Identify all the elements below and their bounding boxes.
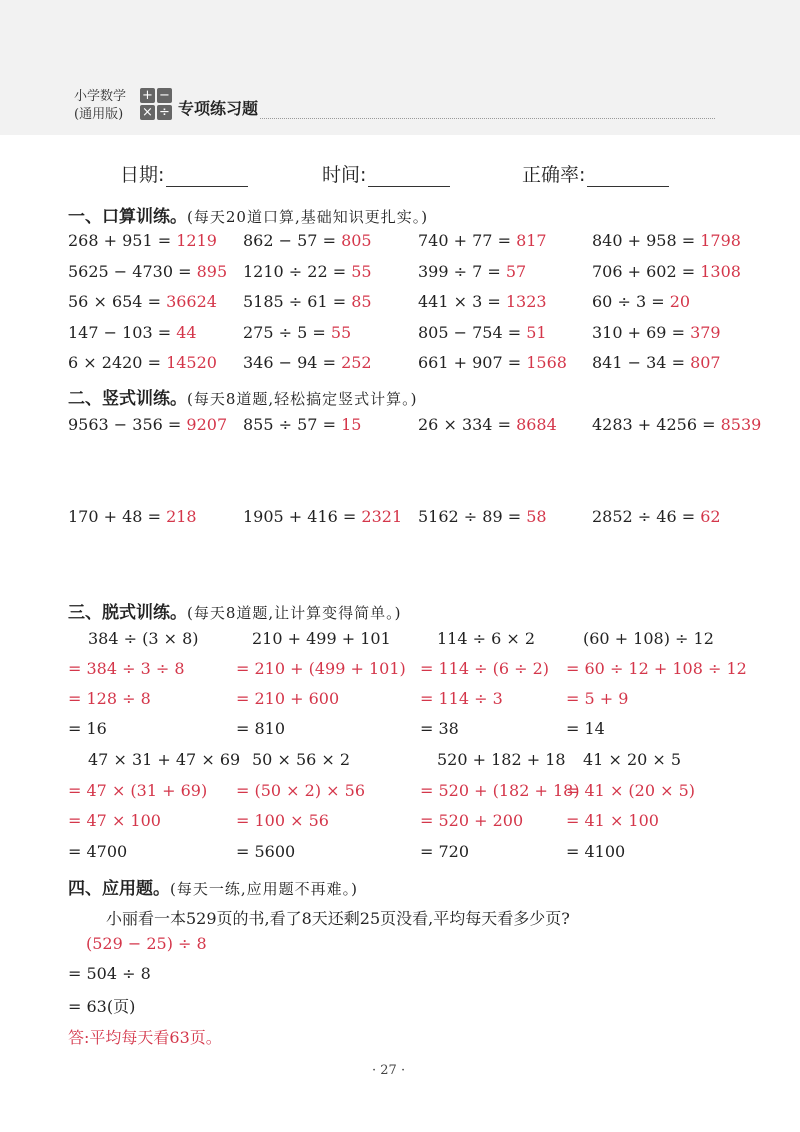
stepwise-step: = 114 ÷ 3 [420, 689, 503, 708]
times-icon: × [140, 105, 155, 120]
stepwise-question: 210 + 499 + 101 [252, 629, 391, 648]
stepwise-step: = 520 + 200 [420, 811, 524, 830]
math-operators-icon [140, 88, 174, 122]
vertical-eq: 170 + 48 = 218 [68, 507, 197, 526]
stepwise-question: 50 × 56 × 2 [252, 750, 351, 769]
oral-eq: 275 ÷ 5 = 55 [243, 323, 352, 342]
section3-subtitle: (每天8道题,让计算变得简单。) [187, 604, 402, 622]
oral-eq: 399 ÷ 7 = 57 [418, 262, 527, 281]
topic-title: 专项练习题 [178, 99, 259, 118]
stepwise-step: = 5 + 9 [566, 689, 629, 708]
section1-title: 一、口算训练。 [68, 207, 187, 227]
plus-icon: + [140, 88, 155, 103]
stepwise-step: = (50 × 2) × 56 [236, 781, 366, 800]
stepwise-step: = 114 ÷ (6 ÷ 2) [420, 659, 550, 678]
vertical-eq: 855 ÷ 57 = 15 [243, 415, 362, 434]
oral-eq: 841 − 34 = 807 [592, 353, 721, 372]
vertical-eq: 4283 + 4256 = 8539 [592, 415, 762, 434]
accuracy-field [522, 160, 669, 187]
page-number: · 27 · [372, 1063, 406, 1078]
stepwise-step: = 41 × (20 × 5) [566, 781, 696, 800]
section3-heading [68, 598, 402, 623]
solution-step: = 504 ÷ 8 [68, 964, 151, 983]
stepwise-result: = 810 [236, 719, 286, 738]
time-field [322, 160, 450, 187]
date-label: 日期: [120, 164, 165, 186]
stepwise-step: = 128 ÷ 8 [68, 689, 151, 708]
stepwise-step: = 60 ÷ 12 + 108 ÷ 12 [566, 659, 747, 678]
stepwise-question: 520 + 182 + 18 [437, 750, 566, 769]
book-label [74, 88, 126, 124]
section2-subtitle: (每天8道题,轻松搞定竖式计算。) [187, 390, 418, 408]
stepwise-question: (60 + 108) ÷ 12 [583, 629, 714, 648]
accuracy-blank [587, 168, 669, 187]
oral-eq: 840 + 958 = 1798 [592, 231, 741, 250]
stepwise-result: = 4700 [68, 842, 128, 861]
oral-eq: 740 + 77 = 817 [418, 231, 547, 250]
vertical-eq: 1905 + 416 = 2321 [243, 507, 403, 526]
oral-eq: 706 + 602 = 1308 [592, 262, 741, 281]
vertical-eq: 9563 − 356 = 9207 [68, 415, 228, 434]
oral-eq: 147 − 103 = 44 [68, 323, 197, 342]
section2-title: 二、竖式训练。 [68, 389, 187, 409]
solution-step: (529 − 25) ÷ 8 [86, 934, 207, 953]
date-blank [166, 168, 248, 187]
oral-eq: 862 − 57 = 805 [243, 231, 372, 250]
section4-subtitle: (每天一练,应用题不再难。) [170, 880, 358, 898]
oral-eq: 661 + 907 = 1568 [418, 353, 567, 372]
oral-eq: 56 × 654 = 36624 [68, 292, 217, 311]
oral-eq: 805 − 754 = 51 [418, 323, 547, 342]
stepwise-question: 47 × 31 + 47 × 69 [88, 750, 241, 769]
stepwise-question: 384 ÷ (3 × 8) [88, 629, 199, 648]
stepwise-result: = 5600 [236, 842, 296, 861]
vertical-eq: 2852 ÷ 46 = 62 [592, 507, 721, 526]
divide-icon: ÷ [157, 105, 172, 120]
header-divider [260, 118, 715, 119]
stepwise-question: 114 ÷ 6 × 2 [437, 629, 536, 648]
oral-eq: 268 + 951 = 1219 [68, 231, 217, 250]
oral-eq: 5185 ÷ 61 = 85 [243, 292, 372, 311]
vertical-eq: 5162 ÷ 89 = 58 [418, 507, 547, 526]
stepwise-result: = 38 [420, 719, 459, 738]
accuracy-label: 正确率: [522, 164, 586, 186]
stepwise-step: = 41 × 100 [566, 811, 659, 830]
stepwise-step: = 210 + 600 [236, 689, 340, 708]
vertical-eq: 26 × 334 = 8684 [418, 415, 557, 434]
oral-eq: 5625 − 4730 = 895 [68, 262, 228, 281]
stepwise-step: = 520 + (182 + 18) [420, 781, 580, 800]
section2-heading [68, 384, 418, 409]
book-title: 小学数学 [74, 89, 127, 104]
stepwise-step: = 210 + (499 + 101) [236, 659, 406, 678]
time-blank [368, 168, 450, 187]
oral-eq: 6 × 2420 = 14520 [68, 353, 217, 372]
oral-eq: 441 × 3 = 1323 [418, 292, 547, 311]
date-field [120, 160, 248, 187]
section4-heading [68, 874, 358, 899]
section4-title: 四、应用题。 [68, 879, 170, 899]
stepwise-step: = 47 × 100 [68, 811, 161, 830]
section3-title: 三、脱式训练。 [68, 603, 187, 623]
stepwise-step: = 384 ÷ 3 ÷ 8 [68, 659, 185, 678]
stepwise-step: = 100 × 56 [236, 811, 329, 830]
oral-eq: 1210 ÷ 22 = 55 [243, 262, 372, 281]
stepwise-result: = 4100 [566, 842, 626, 861]
oral-eq: 310 + 69 = 379 [592, 323, 721, 342]
section1-subtitle: (每天20道口算,基础知识更扎实。) [187, 208, 429, 226]
stepwise-result: = 16 [68, 719, 107, 738]
book-edition: (通用版) [74, 107, 124, 122]
solution-step: = 63(页) [68, 997, 136, 1016]
section1-heading [68, 202, 428, 227]
word-problem: 小丽看一本529页的书,看了8天还剩25页没看,平均每天看多少页? [106, 909, 570, 928]
stepwise-result: = 14 [566, 719, 605, 738]
minus-icon: − [157, 88, 172, 103]
time-label: 时间: [322, 164, 367, 186]
stepwise-step: = 47 × (31 + 69) [68, 781, 208, 800]
oral-eq: 60 ÷ 3 = 20 [592, 292, 691, 311]
answer-sentence: 答:平均每天看63页。 [68, 1028, 222, 1047]
oral-eq: 346 − 94 = 252 [243, 353, 372, 372]
stepwise-question: 41 × 20 × 5 [583, 750, 682, 769]
stepwise-result: = 720 [420, 842, 470, 861]
